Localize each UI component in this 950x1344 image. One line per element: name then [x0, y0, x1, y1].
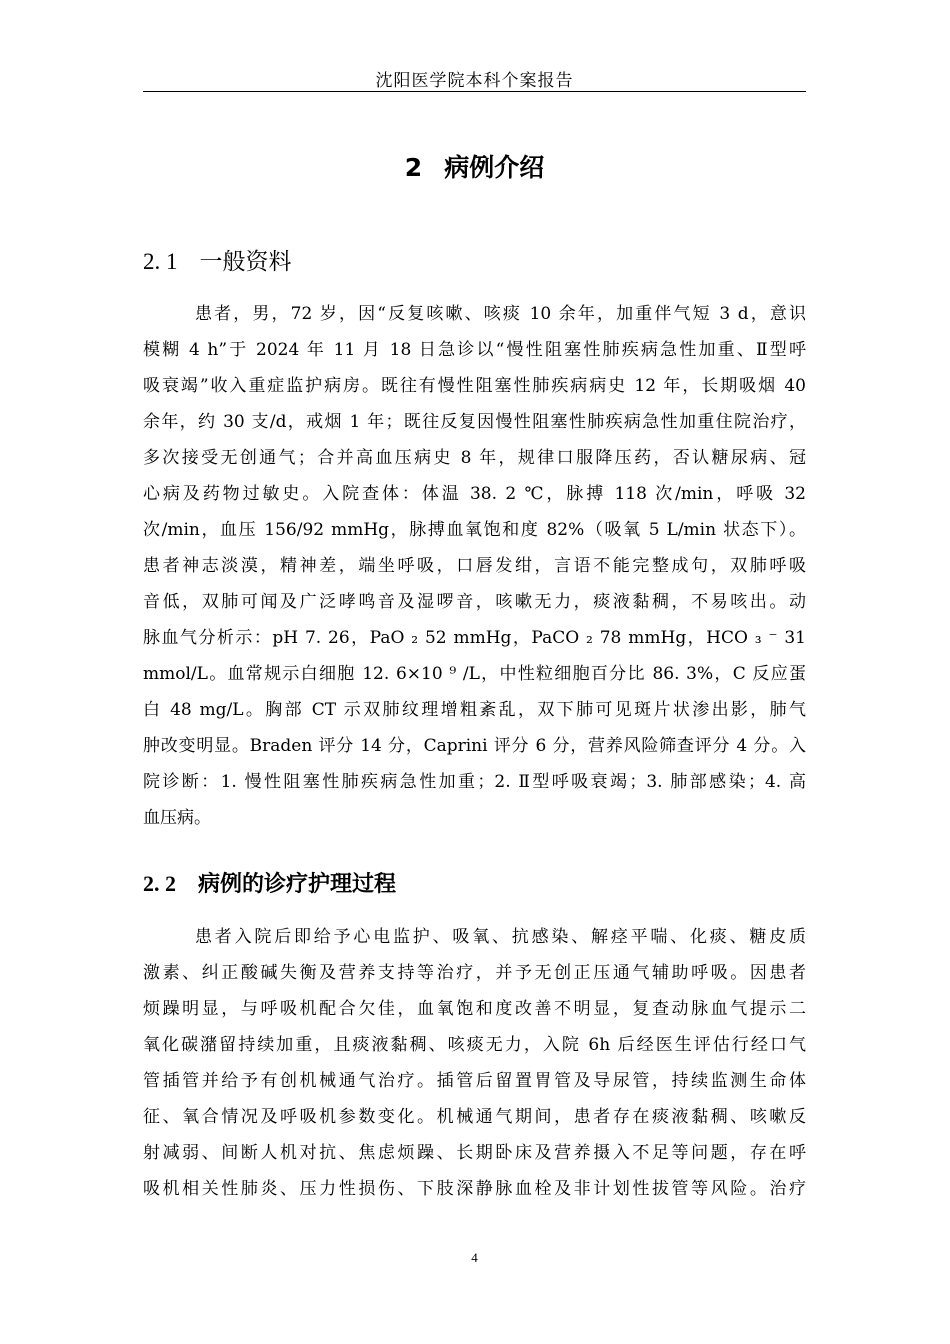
text-line: 患者神志淡漠，精神差，端坐呼吸，口唇发绀，言语不能完整成句，双肺呼吸	[143, 556, 806, 576]
text-line: 模糊 4 h”于 2024 年 11 月 18 日急诊以“慢性阻塞性肺疾病急性加重、Ⅱ型呼	[143, 340, 806, 360]
text-line: mmol/L。血常规示白细胞 12. 6×10 ⁹ /L，中性粒细胞百分比 86. 3%，C 反应蛋	[143, 664, 806, 684]
text-line: 患者入院后即给予心电监护、吸氧、抗感染、解痉平喘、化痰、糖皮质	[195, 927, 806, 947]
chapter-number: 2	[404, 153, 423, 182]
text-line: 次/min，血压 156/92 mmHg，脉搏血氧饱和度 82%（吸氧 5 L/min 状态下）。	[143, 520, 806, 540]
text-line: 肿改变明显。Braden 评分 14 分，Caprini 评分 6 分，营养风险筛查评分 4 分。入	[143, 736, 806, 756]
paragraph-general-info	[143, 296, 806, 836]
text-line: 白 48 mg/L。胸部 CT 示双肺纹理增粗紊乱，双下肺可见斑片状渗出影，肺气	[143, 700, 806, 720]
text-line: 院诊断：1. 慢性阻塞性肺疾病急性加重；2. Ⅱ型呼吸衰竭；3. 肺部感染；4. 高	[143, 772, 806, 792]
section-title: 一般资料	[199, 249, 292, 275]
section-number: 2. 2	[143, 871, 176, 896]
text-line: 吸衰竭”收入重症监护病房。既往有慢性阻塞性肺疾病病史 12 年，长期吸烟 40	[143, 376, 806, 396]
chapter-heading	[143, 148, 806, 184]
page-number: 4	[471, 1250, 478, 1265]
section-number: 2. 1	[143, 249, 178, 274]
section-heading-treatment-process	[143, 867, 396, 898]
chapter-title: 病例介绍	[444, 153, 545, 182]
text-line: 患者，男，72 岁，因“反复咳嗽、咳痰 10 余年，加重伴气短 3 d，意识	[195, 304, 806, 324]
text-line: 管插管并给予有创机械通气治疗。插管后留置胃管及导尿管，持续监测生命体	[143, 1071, 806, 1091]
text-line: 音低，双肺可闻及广泛哮鸣音及湿啰音，咳嗽无力，痰液黏稠，不易咳出。动	[143, 592, 806, 612]
text-line: 多次接受无创通气；合并高血压病史 8 年，规律口服降压药，否认糖尿病、冠	[143, 448, 806, 468]
header-rule	[143, 91, 806, 92]
text-line: 心病及药物过敏史。入院查体：体温 38. 2 ℃，脉搏 118 次/min，呼吸 32	[143, 484, 806, 504]
running-header: 沈阳医学院本科个案报告	[375, 71, 574, 91]
text-line: 吸机相关性肺炎、压力性损伤、下肢深静脉血栓及非计划性拔管等风险。治疗	[143, 1179, 806, 1199]
text-line: 征、氧合情况及呼吸机参数变化。机械通气期间，患者存在痰液黏稠、咳嗽反	[143, 1107, 806, 1127]
text-line: 烦躁明显，与呼吸机配合欠佳，血氧饱和度改善不明显，复查动脉血气提示二	[143, 999, 806, 1019]
text-line: 脉血气分析示：pH 7. 26，PaO ₂ 52 mmHg，PaCO ₂ 78 mmHg，HCO ₃ ⁻ 31	[143, 628, 806, 648]
section-title: 病例的诊疗护理过程	[198, 872, 397, 897]
text-line: 氧化碳潴留持续加重，且痰液黏稠、咳痰无力，入院 6h 后经医生评估行经口气	[143, 1035, 806, 1055]
section-heading-general-info	[143, 243, 292, 276]
text-line: 射减弱、间断人机对抗、焦虑烦躁、长期卧床及营养摄入不足等问题，存在呼	[143, 1143, 806, 1163]
paragraph-treatment-process	[143, 919, 806, 1207]
text-line: 血压病。	[143, 808, 211, 828]
text-line: 激素、纠正酸碱失衡及营养支持等治疗，并予无创正压通气辅助呼吸。因患者	[143, 963, 806, 983]
text-line: 余年，约 30 支/d，戒烟 1 年；既往反复因慢性阻塞性肺疾病急性加重住院治疗，	[143, 412, 806, 432]
